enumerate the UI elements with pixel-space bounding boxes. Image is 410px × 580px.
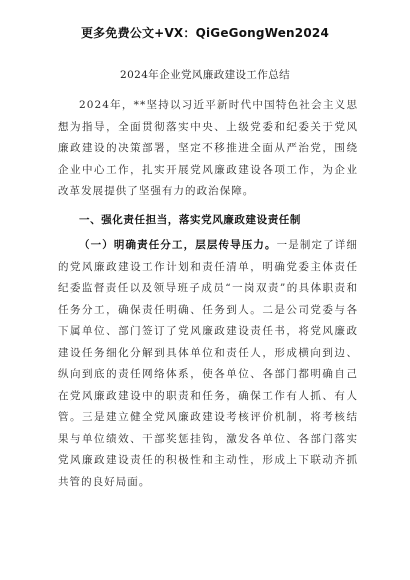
subsection-paragraph	[58, 235, 358, 493]
header-watermark: 更多免费公文+VX：QiGeGongWen2024	[80, 26, 329, 40]
intro-paragraph: 2024年，**坚持以习近平新时代中国特色社会主义思想为指导，全面贯彻落实中央、上级党委和纪委关于党风廉政建设的决策部署，坚定不移推进全面从严治党，围绕企业中心工作，扎实开展党风廉政建设各项工作，为企业改革发展提供了坚强有力的政治保障。	[58, 99, 358, 197]
subsection-body: 一是制定了详细的党风廉政建设工作计划和责任清单，明确党委主体责任纪委监督责任以及领导班子成员“一岗双责”的具体职责和任务分工，确保责任明确、任务到人。二是公司党委与各下属单位、部门签订了党风廉政建设责任书，将党风廉政建设任务细化分解到具体单位和责任人，形成横向到边、纵向到底的责任网络体系，使各单位、各部门都明确自己在党风廉政建设中的职责和任务，确保工作有人抓、有人管。三是建立健全党风廉政建设考核评价机制，将考核结果与单位绩效、干部奖惩挂钩，激发各单位、各部门落实党风廉政建设责任的积极性和主动性，形成上下联动齐抓共管的良好局面。	[58, 239, 358, 488]
document-title: 2024年企业党风廉政建设工作总结	[119, 69, 291, 81]
subsection-heading: （一）明确责任分工，层层传导压力。	[79, 239, 277, 251]
section-heading: 一、强化责任担当，落实党风廉政建设责任制	[79, 214, 301, 226]
